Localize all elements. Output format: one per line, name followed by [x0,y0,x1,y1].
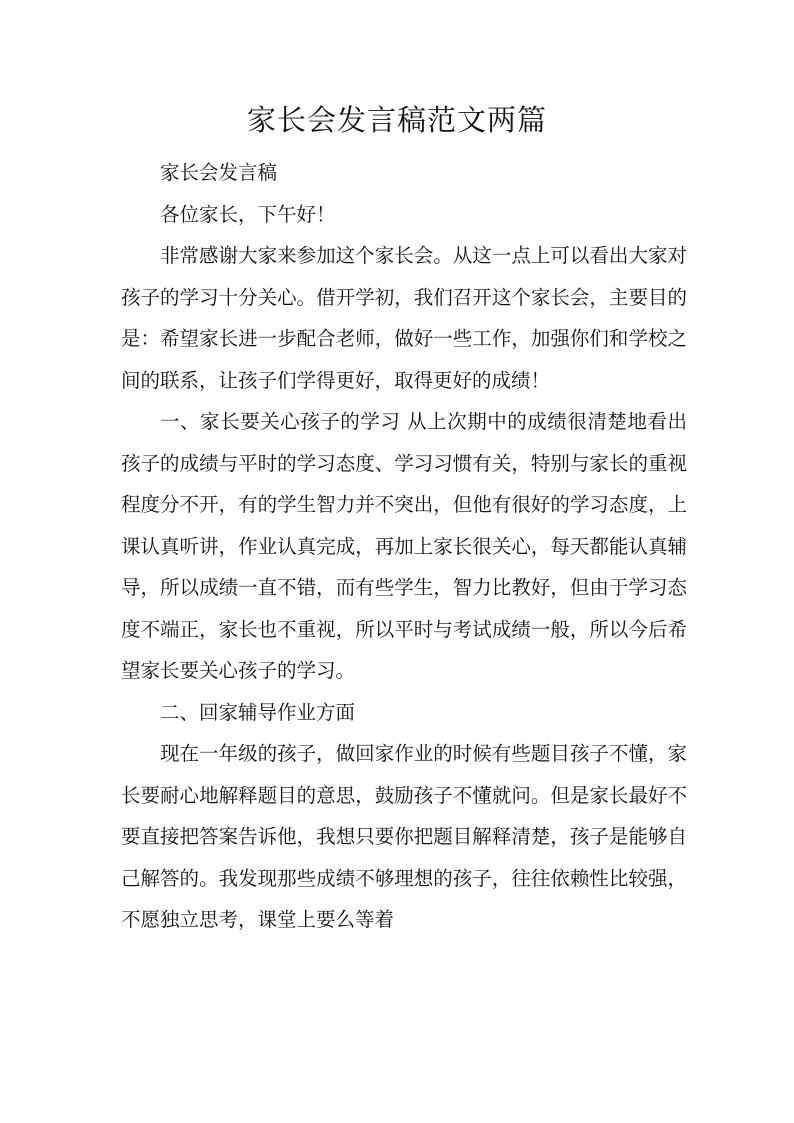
subtitle-paragraph: 家长会发言稿 [160,161,278,184]
section-one-paragraph: 一、家长要关心孩子的学习 从上次期中的成绩很清楚地看出孩子的成绩与平时的学习态度、学习习惯有关，特别与家长的重视程度分不开，有的学生智力并不突出，但他有很好的学习态度，上课认真听讲，作业认真完成，再加上家长很关心，每天都能认真辅导，所以成绩一直不错，而有些学生，智力比教好，但由于学习态度不端正，家长也不重视，所以平时与考试成绩一般，所以今后希望家长要关心孩子的学习。 [121,410,687,682]
intro-paragraph: 非常感谢大家来参加这个家长会。从这一点上可以看出大家对孩子的学习十分关心。借开学初，我们召开这个家长会，主要目的是：希望家长进一步配合老师，做好一些工作，加强你们和学校之间的联系，让孩子们学得更好，取得更好的成绩！ [121,244,687,392]
document-body [121,152,687,941]
greeting-paragraph: 各位家长，下午好！ [160,202,336,226]
section-two-heading: 二、回家辅导作业方面 [160,700,356,724]
section-two-paragraph: 现在一年级的孩子，做回家作业的时候有些题目孩子不懂，家长要耐心地解释题目的意思，鼓励孩子不懂就问。但是家长最好不要直接把答案告诉他，我想只要你把题目解释清楚，孩子是能够自己解答的。我发现那些成绩不够理想的孩子，往往依赖性比较强，不愿独立思考，课堂上要么等着 [121,742,687,931]
document-title: 家长会发言稿范文两篇 [246,103,547,137]
